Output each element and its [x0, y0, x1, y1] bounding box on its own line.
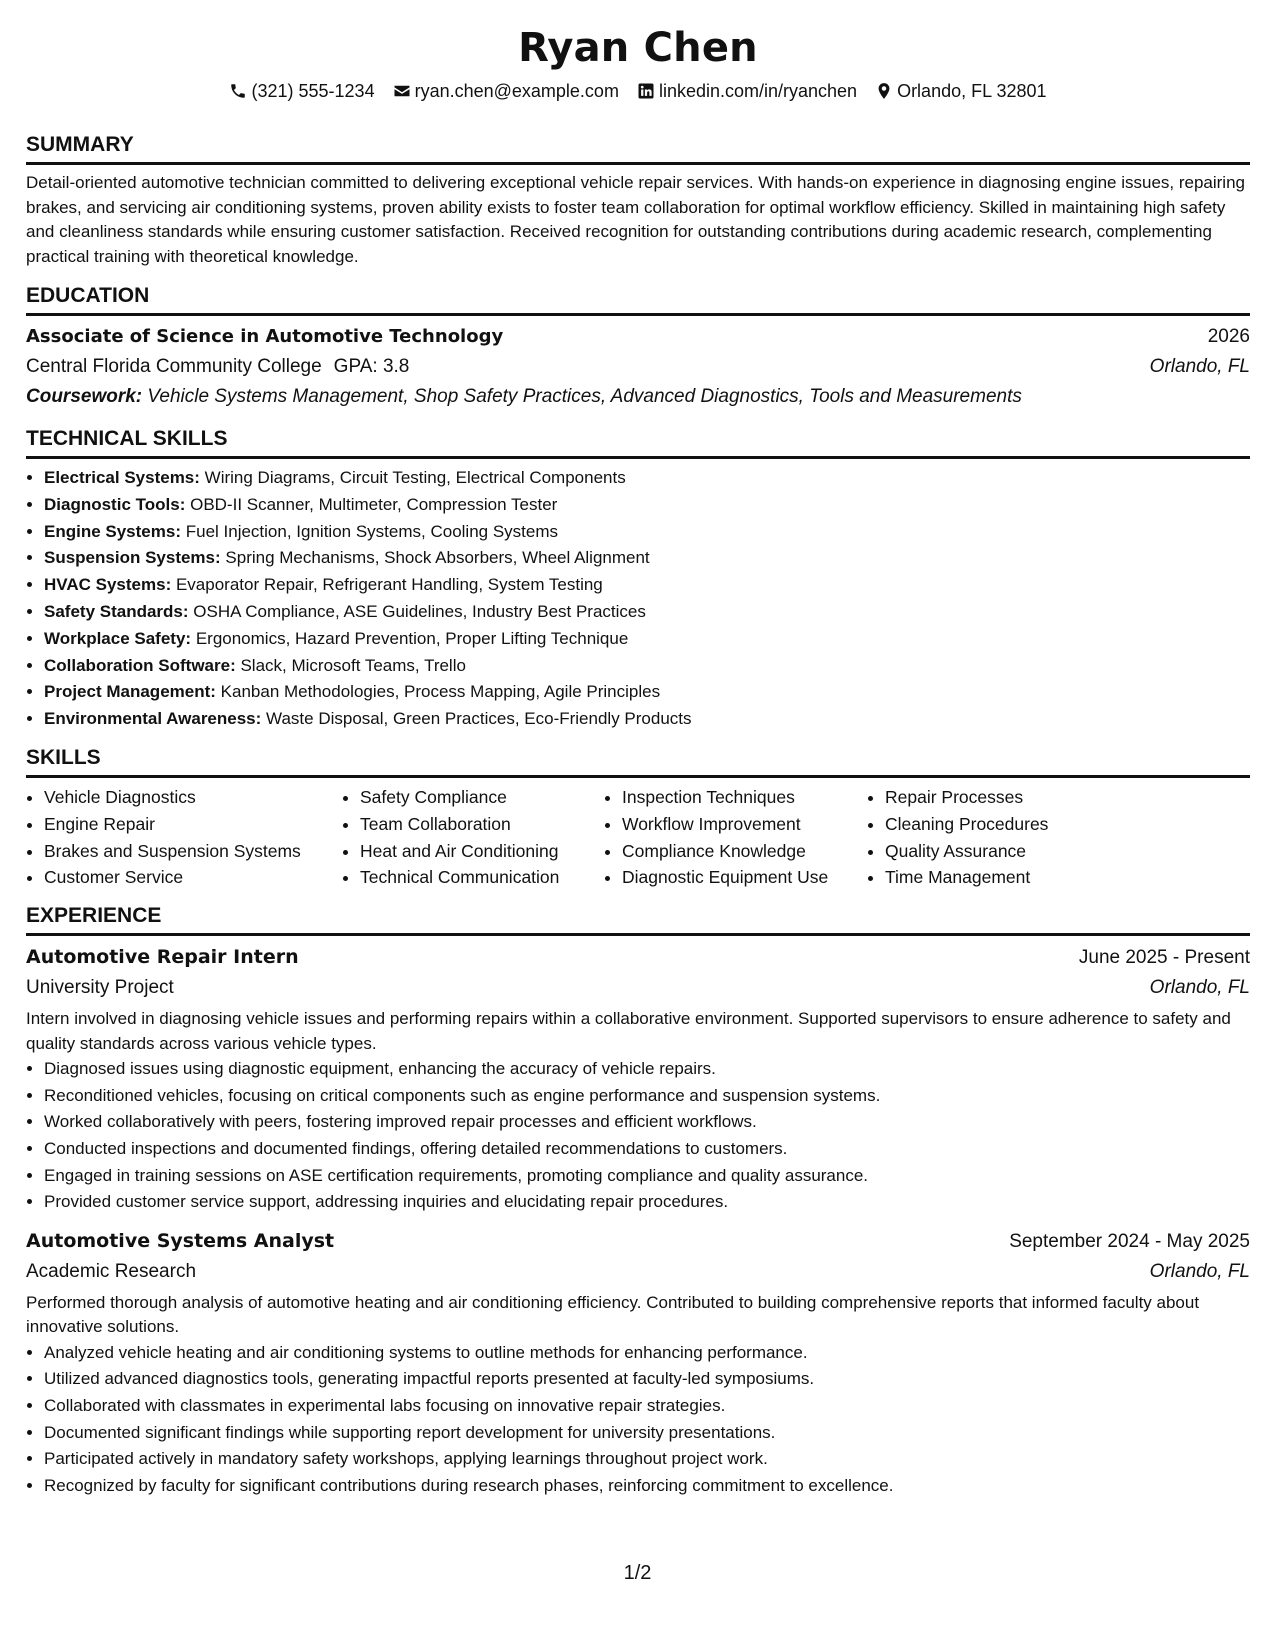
- list-item: • Inspection Techniques: [622, 784, 867, 811]
- summary-section: [26, 132, 1250, 269]
- coursework: [26, 382, 1250, 412]
- list-item: • Diagnosed issues using diagnostic equipment, enhancing the accuracy of vehicle repairs.: [44, 1056, 1250, 1083]
- linkedin-icon: [637, 82, 655, 100]
- page-number: 1/2: [623, 1562, 652, 1584]
- map-pin-icon: [875, 82, 893, 100]
- phone-text: (321) 555-1234: [251, 80, 375, 101]
- list-item: • Engine Systems: Fuel Injection, Ignition Systems, Cooling Systems: [44, 519, 1250, 546]
- list-item: • HVAC Systems: Evaporator Repair, Refrigerant Handling, System Testing: [44, 572, 1250, 599]
- school-line: [26, 352, 409, 382]
- education-row-2: [26, 352, 1250, 382]
- list-item: • Reconditioned vehicles, focusing on critical components such as engine performance and suspension systems.: [44, 1083, 1250, 1110]
- skills-column-1: [26, 784, 342, 891]
- experience-section: [26, 903, 1250, 1499]
- list-item: • Diagnostic Tools: OBD-II Scanner, Multimeter, Compression Tester: [44, 492, 1250, 519]
- skills-heading: SKILLS: [26, 745, 1250, 778]
- list-item: • Analyzed vehicle heating and air conditioning systems to outline methods for enhancing performance.: [44, 1340, 1250, 1367]
- linkedin-text[interactable]: linkedin.com/in/ryanchen: [658, 80, 858, 101]
- list-item: • Brakes and Suspension Systems: [44, 838, 342, 865]
- list-item: • Safety Compliance: [360, 784, 604, 811]
- skills-column-3: [604, 784, 867, 891]
- job-description: Intern involved in diagnosing vehicle issues and performing repairs within a collaborative environment. Supported supervisors to ensure adherence to safety and quality standards across various vehicle types.: [26, 1009, 1231, 1053]
- job-entry-2: [26, 1226, 1250, 1500]
- job-org: Academic Research: [26, 1260, 197, 1282]
- technical-skills-list: [26, 465, 1250, 733]
- skills-section: [26, 745, 1250, 891]
- coursework-list: Vehicle Systems Management, Shop Safety Practices, Advanced Diagnostics, Tools and Measurements: [147, 386, 1022, 407]
- gpa: GPA: 3.8: [333, 356, 410, 377]
- list-item: • Conducted inspections and documented findings, offering detailed recommendations to customers.: [44, 1136, 1250, 1163]
- job-header: [26, 1226, 1250, 1257]
- list-item: • Suspension Systems: Spring Mechanisms, Shock Absorbers, Wheel Alignment: [44, 545, 1250, 572]
- job-header: [26, 942, 1250, 973]
- candidate-name: Ryan Chen: [518, 25, 758, 71]
- list-item: • Documented significant findings while supporting report development for university presentations.: [44, 1420, 1250, 1447]
- phone-icon: [229, 82, 247, 100]
- list-item: • Electrical Systems: Wiring Diagrams, Circuit Testing, Electrical Components: [44, 465, 1250, 492]
- list-item: • Time Management: [885, 864, 1129, 891]
- job-org: University Project: [26, 977, 174, 999]
- list-item: • Environmental Awareness: Waste Disposal, Green Practices, Eco-Friendly Products: [44, 706, 1250, 733]
- contact-email[interactable]: [393, 81, 619, 102]
- job-bullets: [26, 1340, 1250, 1500]
- school-name: Central Florida Community College: [26, 356, 322, 377]
- technical-skills-section: [26, 426, 1250, 733]
- list-item: • Collaboration Software: Slack, Microsoft Teams, Trello: [44, 653, 1250, 680]
- list-item: • Utilized advanced diagnostics tools, generating impactful reports presented at faculty-led symposiums.: [44, 1366, 1250, 1393]
- list-item: • Safety Standards: OSHA Compliance, ASE Guidelines, Industry Best Practices: [44, 599, 1250, 626]
- list-item: • Heat and Air Conditioning: [360, 838, 604, 865]
- list-item: • Vehicle Diagnostics: [44, 784, 342, 811]
- list-item: • Workflow Improvement: [622, 811, 867, 838]
- degree-title: Associate of Science in Automotive Technology: [26, 326, 504, 347]
- skills-column-4: [867, 784, 1129, 891]
- education-heading: EDUCATION: [26, 283, 1250, 316]
- contact-location: [875, 81, 1046, 102]
- list-item: • Technical Communication: [360, 864, 604, 891]
- list-item: • Engaged in training sessions on ASE certification requirements, promoting compliance and quality assurance.: [44, 1163, 1250, 1190]
- location-text: Orlando, FL 32801: [897, 80, 1047, 101]
- list-item: • Cleaning Procedures: [885, 811, 1129, 838]
- education-row-1: [26, 322, 1250, 352]
- list-item: • Diagnostic Equipment Use: [622, 864, 867, 891]
- list-item: • Collaborated with classmates in experimental labs focusing on innovative repair strategies.: [44, 1393, 1250, 1420]
- job-bullets: [26, 1056, 1250, 1216]
- list-item: • Workplace Safety: Ergonomics, Hazard Prevention, Proper Lifting Technique: [44, 626, 1250, 653]
- contact-linkedin[interactable]: [637, 81, 857, 102]
- list-item: • Team Collaboration: [360, 811, 604, 838]
- experience-heading: EXPERIENCE: [26, 903, 1250, 936]
- job-entry-1: [26, 942, 1250, 1216]
- skills-column-2: [342, 784, 604, 891]
- list-item: • Repair Processes: [885, 784, 1129, 811]
- list-item: • Provided customer service support, addressing inquiries and elucidating repair procedures.: [44, 1189, 1250, 1216]
- list-item: • Quality Assurance: [885, 838, 1129, 865]
- job-dates: June 2025 - Present: [1078, 947, 1250, 969]
- job-title: Automotive Systems Analyst: [26, 1229, 335, 1252]
- job-location: Orlando, FL: [1149, 1260, 1250, 1282]
- summary-heading: SUMMARY: [26, 132, 1250, 165]
- resume-page: [26, 0, 1250, 1509]
- job-title: Automotive Repair Intern: [26, 946, 299, 969]
- job-location: Orlando, FL: [1149, 977, 1250, 999]
- job-dates: September 2024 - May 2025: [1009, 1230, 1250, 1252]
- list-item: • Worked collaboratively with peers, fostering improved repair processes and efficient workflows.: [44, 1109, 1250, 1136]
- email-text[interactable]: ryan.chen@example.com: [414, 80, 619, 101]
- list-item: • Customer Service: [44, 864, 342, 891]
- technical-skills-heading: TECHNICAL SKILLS: [26, 426, 1250, 459]
- skills-grid: [26, 784, 1250, 891]
- list-item: • Engine Repair: [44, 811, 342, 838]
- job-description: Performed thorough analysis of automotive heating and air conditioning efficiency. Contributed to building comprehensive reports that informed faculty about innovative solutions.: [26, 1292, 1200, 1337]
- list-item: • Compliance Knowledge: [622, 838, 867, 865]
- list-item: • Recognized by faculty for significant contributions during research phases, reinforcing commitment to excellence.: [44, 1473, 1250, 1500]
- list-item: • Project Management: Kanban Methodologies, Process Mapping, Agile Principles: [44, 679, 1250, 706]
- envelope-icon: [393, 82, 411, 100]
- list-item: • Participated actively in mandatory safety workshops, applying learnings throughout project work.: [44, 1446, 1250, 1473]
- contact-bar: [26, 78, 1250, 104]
- school-location: Orlando, FL: [1149, 356, 1250, 377]
- graduation-year: 2026: [1207, 326, 1250, 347]
- contact-phone: [229, 81, 374, 102]
- summary-text: Detail-oriented automotive technician committed to delivering exceptional vehicle repair services. With hands-on experience in diagnosing engine issues, repairing brakes, and servicing air conditioning systems, proven ability exists to foster team collaboration for optimal workflow efficiency. Skilled in maintaining high safety and cleanliness standards while ensuring customer satisfaction. Received recognition for outstanding contributions during academic research, complementing practical training with theoretical knowledge.: [26, 173, 1245, 266]
- job-subheader: [26, 1257, 1250, 1287]
- job-subheader: [26, 973, 1250, 1003]
- coursework-label: Coursework:: [26, 386, 143, 407]
- education-section: [26, 283, 1250, 412]
